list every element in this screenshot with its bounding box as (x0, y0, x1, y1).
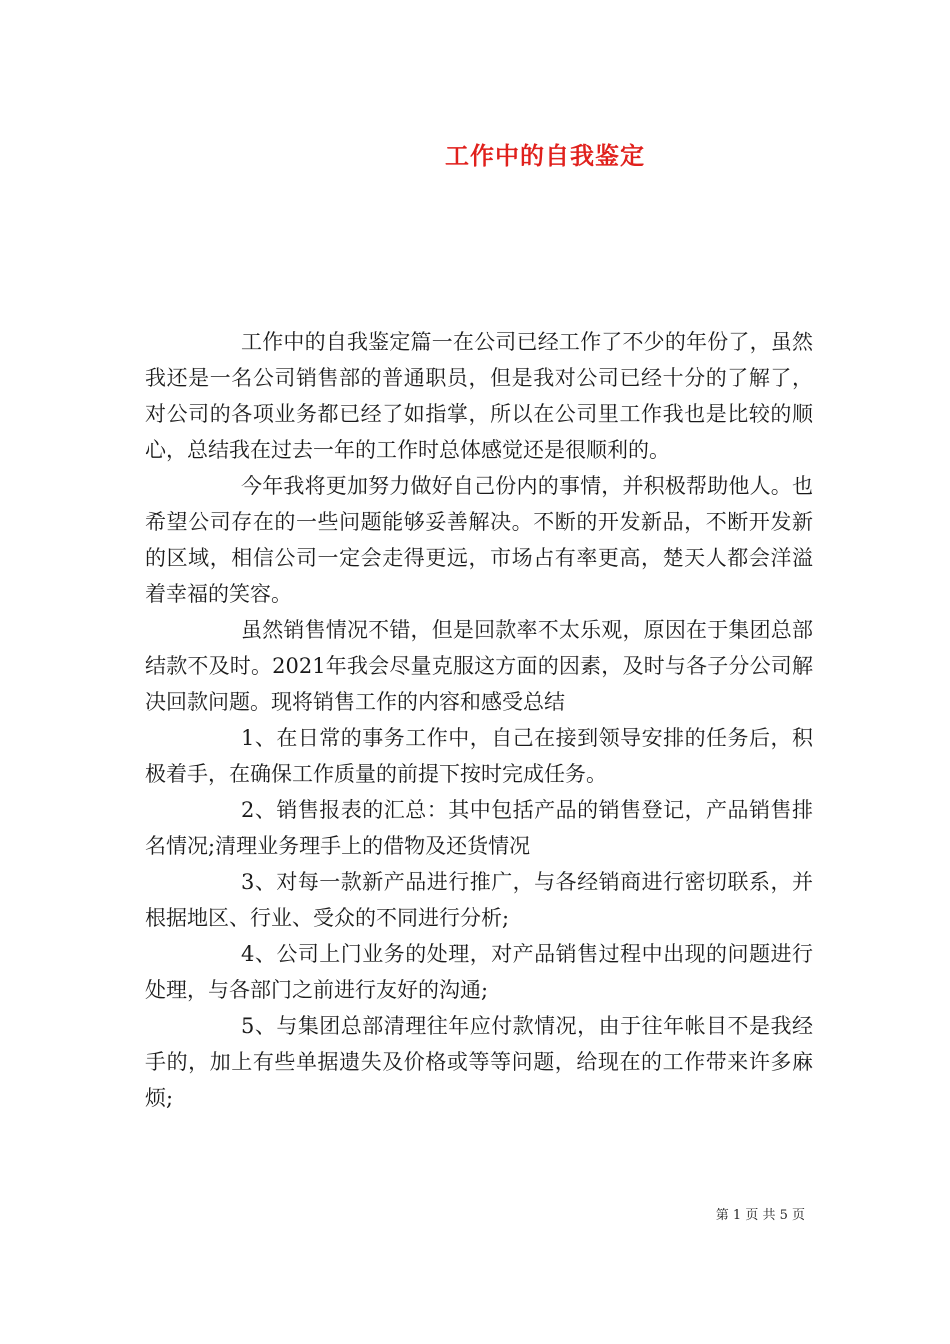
paragraph-3: 虽然销售情况不错，但是回款率不太乐观，原因在于集团总部结款不及时。2021年我会尽量克服这方面的因素，及时与各子分公司解决回款问题。现将销售工作的内容和感受总结 (145, 618, 813, 714)
list-item-5: 5、与集团总部清理往年应付款情况，由于往年帐目不是我经手的，加上有些单据遗失及价格或等等问题，给现在的工作带来许多麻烦; (145, 1014, 813, 1110)
paragraph-1: 工作中的自我鉴定篇一在公司已经工作了不少的年份了，虽然我还是一名公司销售部的普通职员，但是我对公司已经十分的了解了，对公司的各项业务都已经了如指掌，所以在公司里工作我也是比较的顺心，总结我在过去一年的工作时总体感觉还是很顺利的。 (145, 330, 813, 462)
list-item-4: 4、公司上门业务的处理，对产品销售过程中出现的问题进行处理，与各部门之前进行友好的沟通; (145, 942, 813, 1002)
document-body (145, 324, 813, 1116)
list-item-2: 2、销售报表的汇总：其中包括产品的销售登记，产品销售排名情况;清理业务理手上的借物及还货情况 (145, 798, 813, 858)
list-item-3: 3、对每一款新产品进行推广，与各经销商进行密切联系，并根据地区、行业、受众的不同进行分析; (145, 870, 813, 930)
document-title: 工作中的自我鉴定 (445, 141, 645, 170)
page-number: 第 1 页 共 5 页 (715, 1208, 805, 1223)
list-item-1: 1、在日常的事务工作中，自己在接到领导安排的任务后，积极着手，在确保工作质量的前提下按时完成任务。 (145, 726, 813, 786)
paragraph-2: 今年我将更加努力做好自己份内的事情，并积极帮助他人。也希望公司存在的一些问题能够妥善解决。不断的开发新品，不断开发新的区域，相信公司一定会走得更远，市场占有率更高，楚天人都会洋溢着幸福的笑容。 (145, 474, 813, 606)
